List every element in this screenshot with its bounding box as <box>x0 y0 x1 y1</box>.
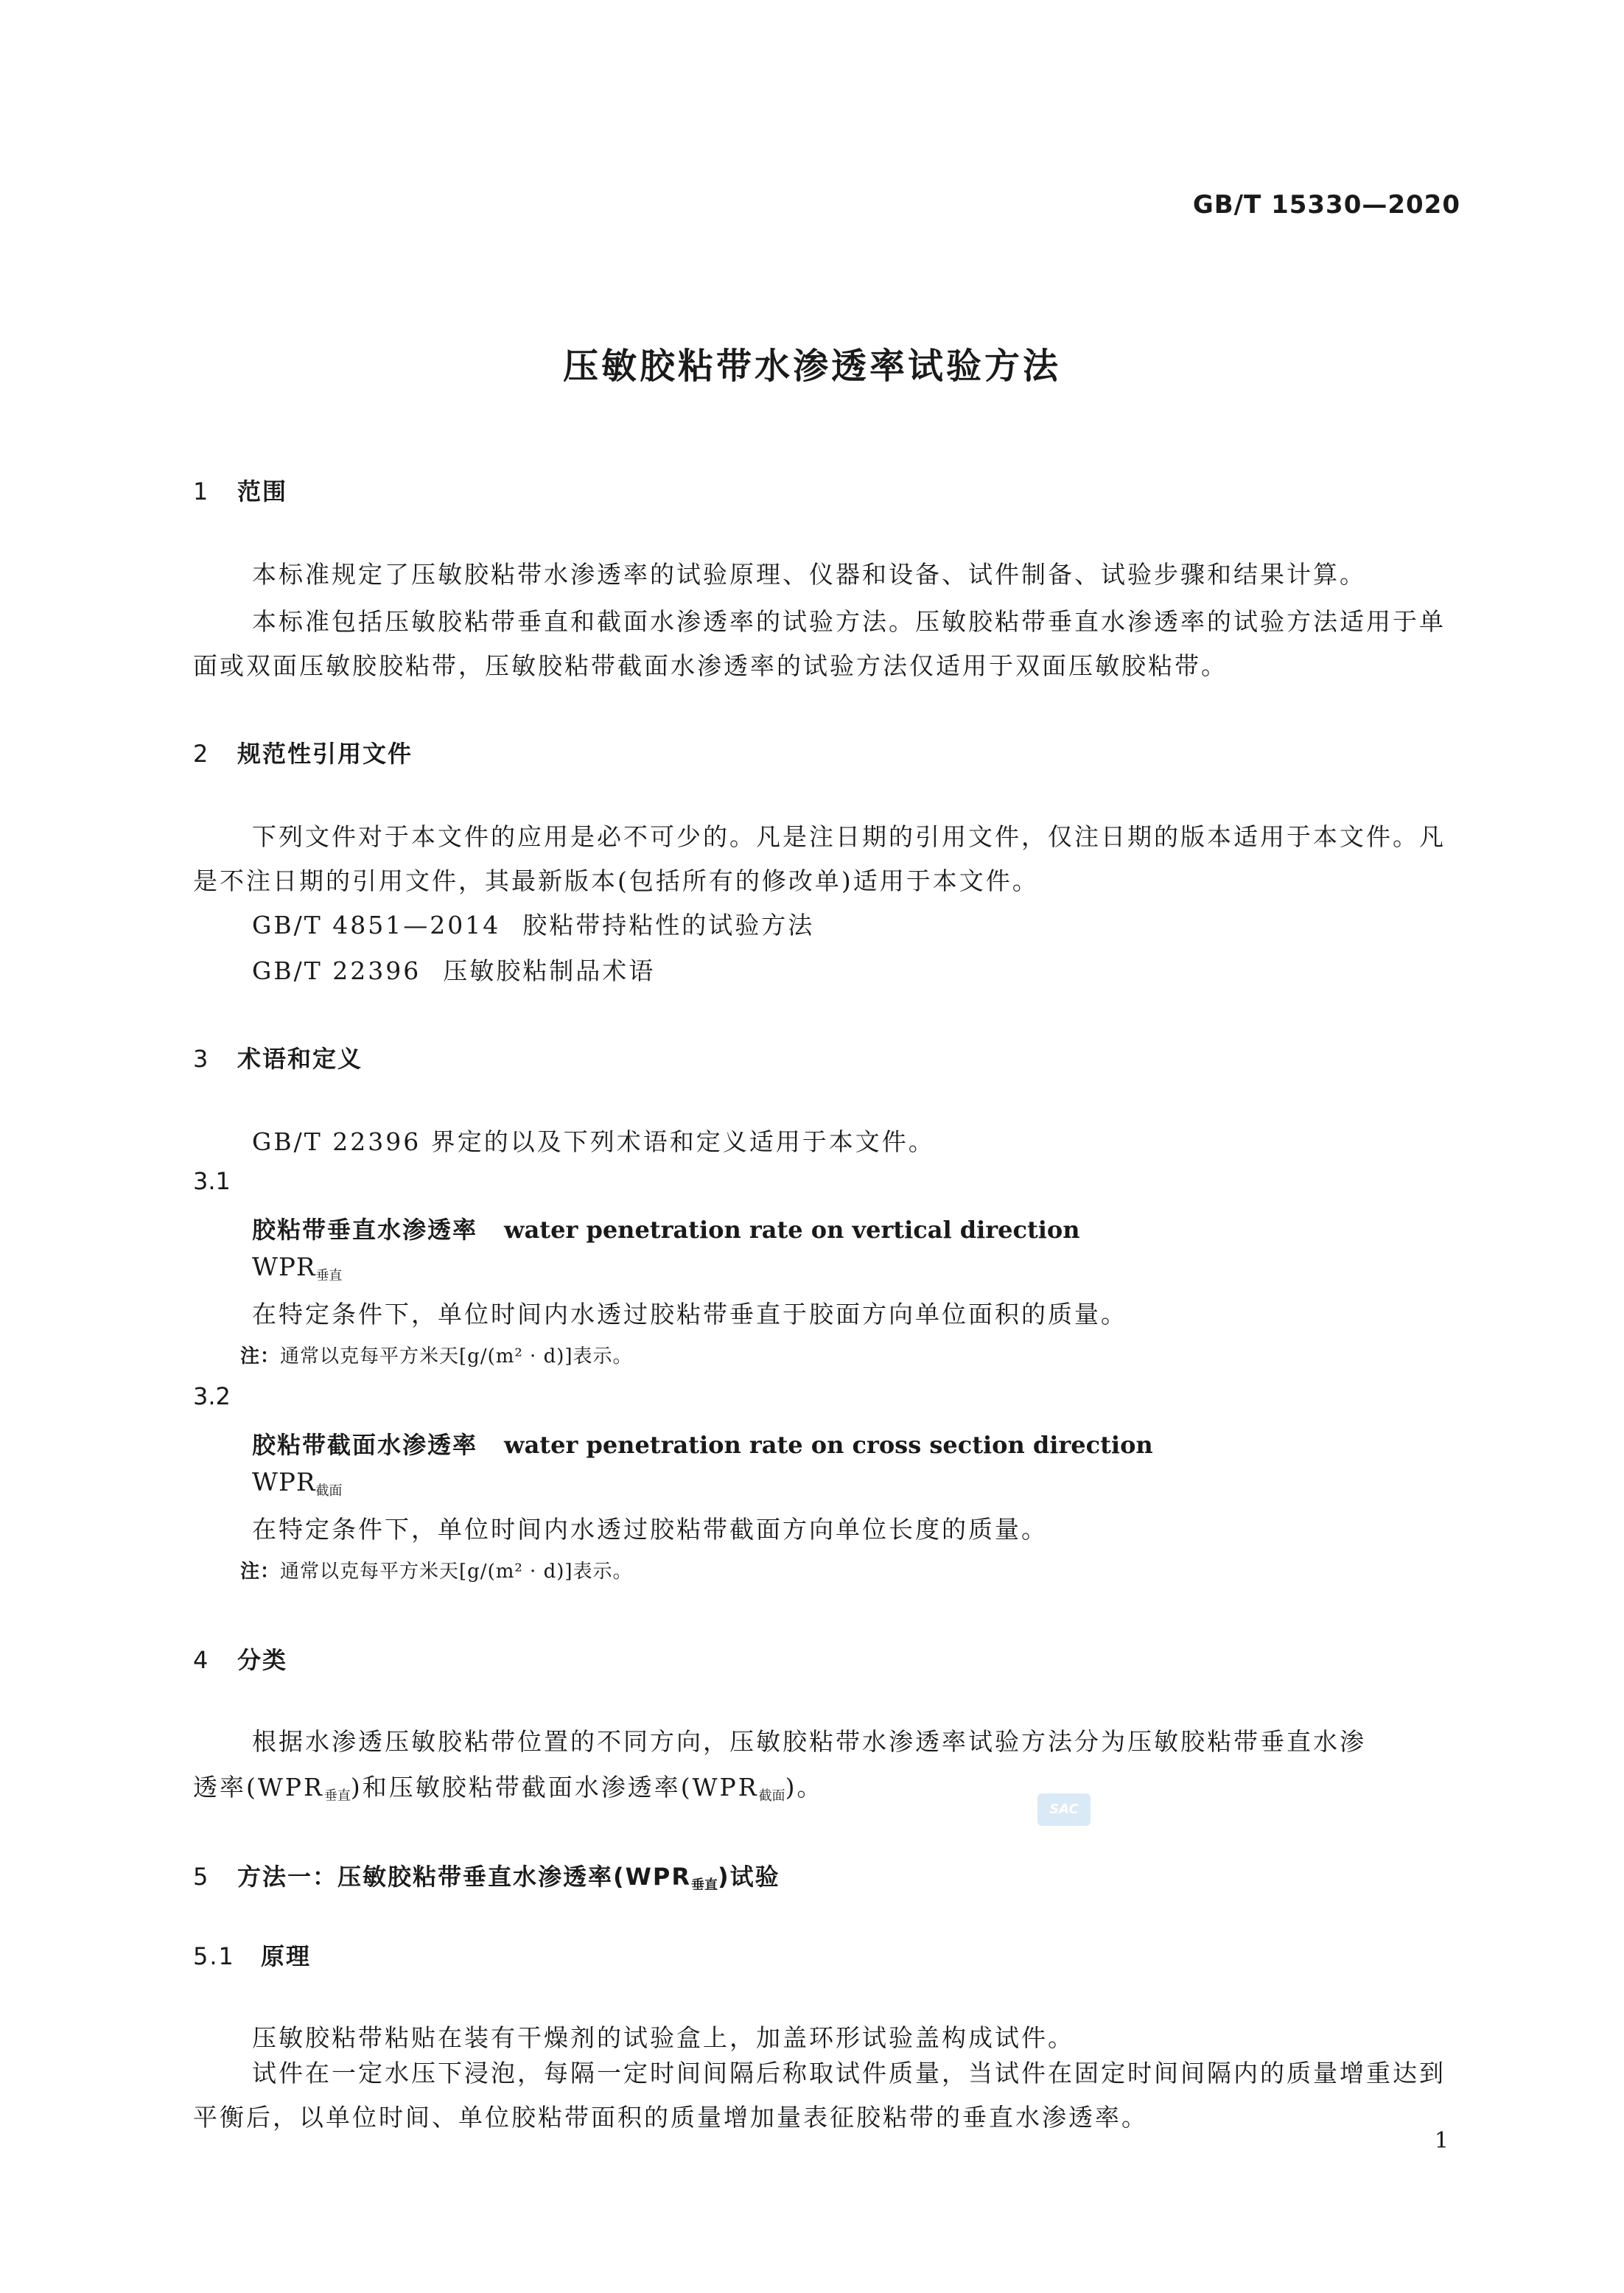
section-3-number: 3 <box>193 1045 210 1073</box>
term-name-en: water penetration rate on cross section direction <box>504 1431 1153 1459</box>
term-definition: 在特定条件下，单位时间内水透过胶粘带垂直于胶面方向单位面积的质量。 <box>252 1300 1127 1328</box>
term-name-cn: 胶粘带截面水渗透率 <box>252 1431 478 1459</box>
standard-number: GB/T 15330—2020 <box>1192 190 1460 220</box>
section-1-heading <box>193 473 287 507</box>
section-4-heading <box>193 1642 287 1676</box>
reference-item <box>252 952 655 987</box>
section-3-intro: GB/T 22396 界定的以及下列术语和定义适用于本文件。 <box>252 1127 935 1156</box>
term-symbol: $WPR_{垂直}$ <box>252 1253 343 1284</box>
reference-title: 胶粘带持粘性的试验方法 <box>522 911 815 939</box>
section-4-number: 4 <box>193 1646 210 1674</box>
term-symbol-subscript: 截面 <box>315 1483 343 1499</box>
subsection-number: 5.1 <box>193 1942 235 1970</box>
section-2-heading <box>193 735 413 769</box>
subsection-5-1-heading <box>193 1938 311 1972</box>
section-4-line-2: 透率$(WPR_{垂直})$和压敏胶粘带截面水渗透率$(WPR_{截面})$。 <box>193 1773 824 1804</box>
section-2-number: 2 <box>193 740 210 768</box>
term-name <box>252 1211 1080 1245</box>
reference-code: GB/T 22396 <box>252 956 421 985</box>
term-name-en: water penetration rate on vertical direction <box>504 1216 1080 1244</box>
section-1-number: 1 <box>193 477 210 505</box>
note-label: 注： <box>240 1561 281 1583</box>
section-1-paragraph-1: 本标准规定了压敏胶粘带水渗透率的试验原理、仪器和设备、试件制备、试验步骤和结果计算。 <box>252 560 1366 589</box>
section-4-title: 分类 <box>237 1646 288 1674</box>
note-text: 通常以克每平方米天[g/(m² · d)]表示。 <box>280 1345 633 1368</box>
page-number: 1 <box>1434 2128 1449 2154</box>
note-label: 注： <box>240 1345 281 1368</box>
section-1-title: 范围 <box>237 477 288 505</box>
term-number: 3.1 <box>193 1167 231 1195</box>
reference-item <box>252 906 814 941</box>
section-5-heading: 5 方法一：压敏胶粘带垂直水渗透率$(WPR_{垂直})$试验 <box>193 1863 780 1893</box>
note-text: 通常以克每平方米天[g/(m² · d)]表示。 <box>280 1561 633 1583</box>
term-name <box>252 1426 1153 1460</box>
section-1-paragraph-2: 本标准包括压敏胶粘带垂直和截面水渗透率的试验方法。压敏胶粘带垂直水渗透率的试验方法适用于单面或双面压敏胶胶粘带，压敏胶粘带截面水渗透率的试验方法仅适用于双面压敏胶粘带。 <box>193 607 1446 680</box>
term-definition: 在特定条件下，单位时间内水透过胶粘带截面方向单位长度的质量。 <box>252 1515 1048 1544</box>
subsection-title: 原理 <box>261 1942 312 1970</box>
section-4-line-1: 根据水渗透压敏胶粘带位置的不同方向，压敏胶粘带水渗透率试验方法分为压敏胶粘带垂直水渗 <box>252 1727 1366 1756</box>
subsection-5-1-paragraph-2: 试件在一定水压下浸泡，每隔一定时间间隔后称取试件质量，当试件在固定时间间隔内的质量增重达到平衡后，以单位时间、单位胶粘带面积的质量增加量表征胶粘带的垂直水渗透率。 <box>193 2059 1446 2132</box>
document-title: 压敏胶粘带水渗透率试验方法 <box>562 346 1061 387</box>
reference-title: 压敏胶粘制品术语 <box>443 956 656 985</box>
section-3-title: 术语和定义 <box>237 1045 363 1073</box>
sac-watermark-logo: SAC <box>1037 1793 1091 1826</box>
subsection-5-1-paragraph-1: 压敏胶粘带粘贴在装有干燥剂的试验盒上，加盖环形试验盖构成试件。 <box>252 2023 1074 2052</box>
term-symbol: $WPR_{截面}$ <box>252 1468 343 1499</box>
section-2-paragraph-1: 下列文件对于本文件的应用是必不可少的。凡是注日期的引用文件，仅注日期的版本适用于本文件。凡是不注日期的引用文件，其最新版本(包括所有的修改单)适用于本文件。 <box>193 822 1446 895</box>
reference-code: GB/T 4851—2014 <box>252 911 501 939</box>
section-2-title: 规范性引用文件 <box>237 740 413 768</box>
section-3-heading <box>193 1040 363 1074</box>
term-note <box>240 1341 633 1368</box>
term-note <box>240 1556 633 1583</box>
section-5-number: 5 <box>193 1863 210 1891</box>
term-number: 3.2 <box>193 1382 231 1410</box>
term-symbol-subscript: 垂直 <box>315 1268 343 1284</box>
term-name-cn: 胶粘带垂直水渗透率 <box>252 1216 478 1244</box>
